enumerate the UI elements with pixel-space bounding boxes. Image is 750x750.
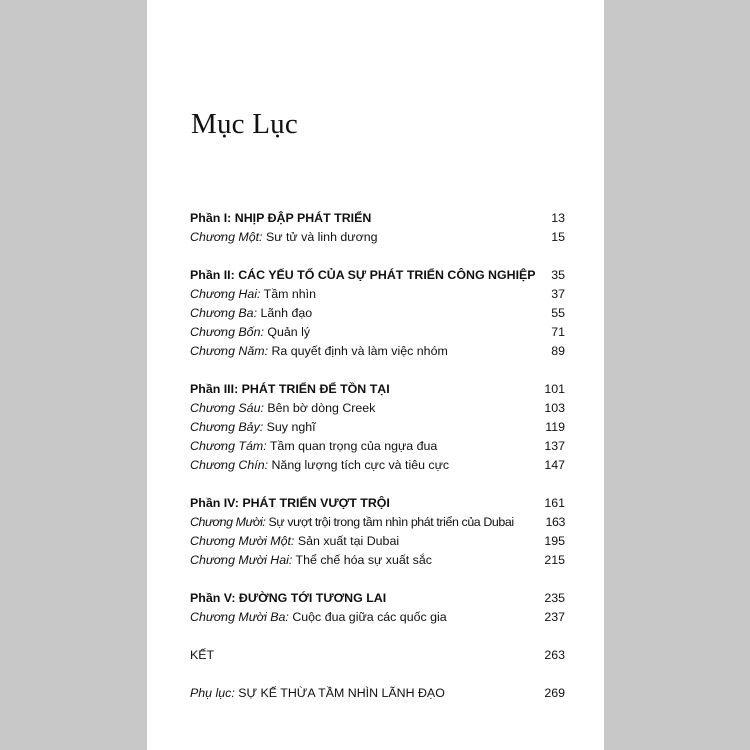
toc-entry-label: Chương Tám: <box>190 439 267 453</box>
toc-page-number: 15 <box>551 230 565 244</box>
toc-entry-title: KẾT <box>190 648 215 662</box>
toc-entry-label: Phụ lục: <box>190 686 235 700</box>
toc-entry-text <box>190 285 316 304</box>
toc-entry-title: CÁC YẾU TỐ CỦA SỰ PHÁT TRIỂN CÔNG NGHIỆP <box>238 268 536 282</box>
toc-entry-chapter-4 <box>190 323 565 342</box>
toc-entry-title: Sự vượt trội trong tầm nhìn phát triển của Dubai <box>268 515 514 529</box>
toc-entry-text <box>190 532 399 551</box>
toc-entry-label: Phần I: <box>190 211 232 225</box>
toc-page-number: 71 <box>551 325 565 339</box>
toc-entry-title: Tầm quan trọng của ngựa đua <box>269 439 438 453</box>
toc-entry-title: Ra quyết định và làm việc nhóm <box>271 344 448 358</box>
toc-page-number: 35 <box>551 268 565 282</box>
toc-entry-text <box>190 228 378 247</box>
toc-entry-chapter-2 <box>190 285 565 304</box>
toc-entry-label: Phần V: <box>190 591 236 605</box>
toc-page-number: 235 <box>544 591 565 605</box>
toc-entry-label: Chương Bốn: <box>190 325 264 339</box>
toc-entry-label: Chương Một: <box>190 230 263 244</box>
toc-entry-text <box>190 551 432 570</box>
toc-entry-text <box>190 304 312 323</box>
toc-entry-text <box>190 209 371 228</box>
toc-entry-part-5 <box>190 589 565 608</box>
table-of-contents <box>190 209 565 703</box>
page-title: Mục Lục <box>191 108 298 140</box>
toc-entry-label: Phần III: <box>190 382 239 396</box>
toc-page-number: 195 <box>544 534 565 548</box>
toc-spacer <box>190 475 565 494</box>
toc-entry-title: PHÁT TRIỂN ĐỂ TỒN TẠI <box>241 382 390 396</box>
toc-entry-chapter-12 <box>190 551 565 570</box>
toc-entry-title: Thể chế hóa sự xuất sắc <box>295 553 432 567</box>
toc-entry-label: Chương Ba: <box>190 306 258 320</box>
toc-entry-chapter-3 <box>190 304 565 323</box>
toc-entry-chapter-1 <box>190 228 565 247</box>
toc-entry-title: PHÁT TRIỂN VƯỢT TRỘI <box>242 496 390 510</box>
toc-entry-text <box>190 684 445 703</box>
toc-entry-text <box>190 323 310 342</box>
toc-page-number: 55 <box>551 306 565 320</box>
toc-entry-label: Chương Bảy: <box>190 420 264 434</box>
toc-entry-part-1 <box>190 209 565 228</box>
toc-entry-text <box>190 513 514 532</box>
toc-entry-title: SỰ KẾ THỪA TẦM NHÌN LÃNH ĐẠO <box>238 686 445 700</box>
toc-entry-title: Sản xuất tại Dubai <box>297 534 400 548</box>
toc-entry-label: Chương Mười Ba: <box>190 610 289 624</box>
toc-page-number: 137 <box>544 439 565 453</box>
toc-spacer <box>190 627 565 646</box>
toc-entry-title: Lãnh đạo <box>260 306 313 320</box>
toc-entry-chapter-11 <box>190 532 565 551</box>
toc-entry-chapter-6 <box>190 399 565 418</box>
toc-page-number: 13 <box>551 211 565 225</box>
toc-entry-text <box>190 380 390 399</box>
toc-entry-title: Cuộc đua giữa các quốc gia <box>292 610 447 624</box>
toc-entry-title: Bên bờ dòng Creek <box>267 401 376 415</box>
toc-entry-text <box>190 266 536 285</box>
toc-entry-chapter-5 <box>190 342 565 361</box>
toc-entry-text <box>190 418 316 437</box>
toc-entry-label: Chương Sáu: <box>190 401 264 415</box>
toc-page-number: 237 <box>544 610 565 624</box>
toc-entry-label: Phần II: <box>190 268 235 282</box>
toc-page-number: 215 <box>544 553 565 567</box>
book-page <box>147 0 604 750</box>
toc-entry-text <box>190 399 375 418</box>
toc-page-number: 263 <box>544 648 565 662</box>
toc-spacer <box>190 247 565 266</box>
toc-entry-label: Chương Hai: <box>190 287 261 301</box>
toc-page-number: 161 <box>544 496 565 510</box>
toc-entry-part-4 <box>190 494 565 513</box>
toc-entry-title: NHỊP ĐẬP PHÁT TRIỂN <box>234 211 372 225</box>
toc-entry-title: Tầm nhìn <box>263 287 317 301</box>
toc-entry-text <box>190 456 449 475</box>
toc-entry-text <box>190 494 390 513</box>
toc-entry-title: Sư tử và linh dương <box>265 230 378 244</box>
toc-spacer <box>190 570 565 589</box>
toc-entry-text <box>190 589 386 608</box>
toc-page-number: 119 <box>545 420 565 434</box>
toc-entry-part-3 <box>190 380 565 399</box>
toc-entry-label: Chương Mười Một: <box>190 534 295 548</box>
toc-page-number: 147 <box>544 458 565 472</box>
toc-entry-chapter-13 <box>190 608 565 627</box>
toc-entry-chapter-10 <box>190 513 565 532</box>
toc-page-number: 163 <box>545 515 565 529</box>
toc-entry-label: Phần IV: <box>190 496 239 510</box>
toc-entry-chapter-8 <box>190 437 565 456</box>
toc-spacer <box>190 361 565 380</box>
toc-entry-title: Suy nghĩ <box>266 420 316 434</box>
toc-entry-text <box>190 437 437 456</box>
toc-page-number: 103 <box>544 401 565 415</box>
toc-page-number: 269 <box>544 686 565 700</box>
toc-entry-text <box>190 608 447 627</box>
toc-entry-title: Quản lý <box>267 325 311 339</box>
toc-page-number: 101 <box>544 382 565 396</box>
toc-entry-label: Chương Mười: <box>190 515 266 529</box>
toc-entry-label: Chương Mười Hai: <box>190 553 293 567</box>
toc-page-number: 37 <box>551 287 565 301</box>
toc-entry-text <box>190 342 448 361</box>
toc-entry-title: ĐƯỜNG TỚI TƯƠNG LAI <box>238 591 387 605</box>
toc-entry-label: Chương Năm: <box>190 344 269 358</box>
toc-entry-chapter-9 <box>190 456 565 475</box>
toc-spacer <box>190 665 565 684</box>
toc-entry-title: Năng lượng tích cực và tiêu cực <box>271 458 450 472</box>
toc-entry-part-2 <box>190 266 565 285</box>
toc-entry-chapter-7 <box>190 418 565 437</box>
toc-page-number: 89 <box>551 344 565 358</box>
toc-entry-label: Chương Chín: <box>190 458 269 472</box>
toc-entry-appendix <box>190 684 565 703</box>
toc-entry-conclusion <box>190 646 565 665</box>
